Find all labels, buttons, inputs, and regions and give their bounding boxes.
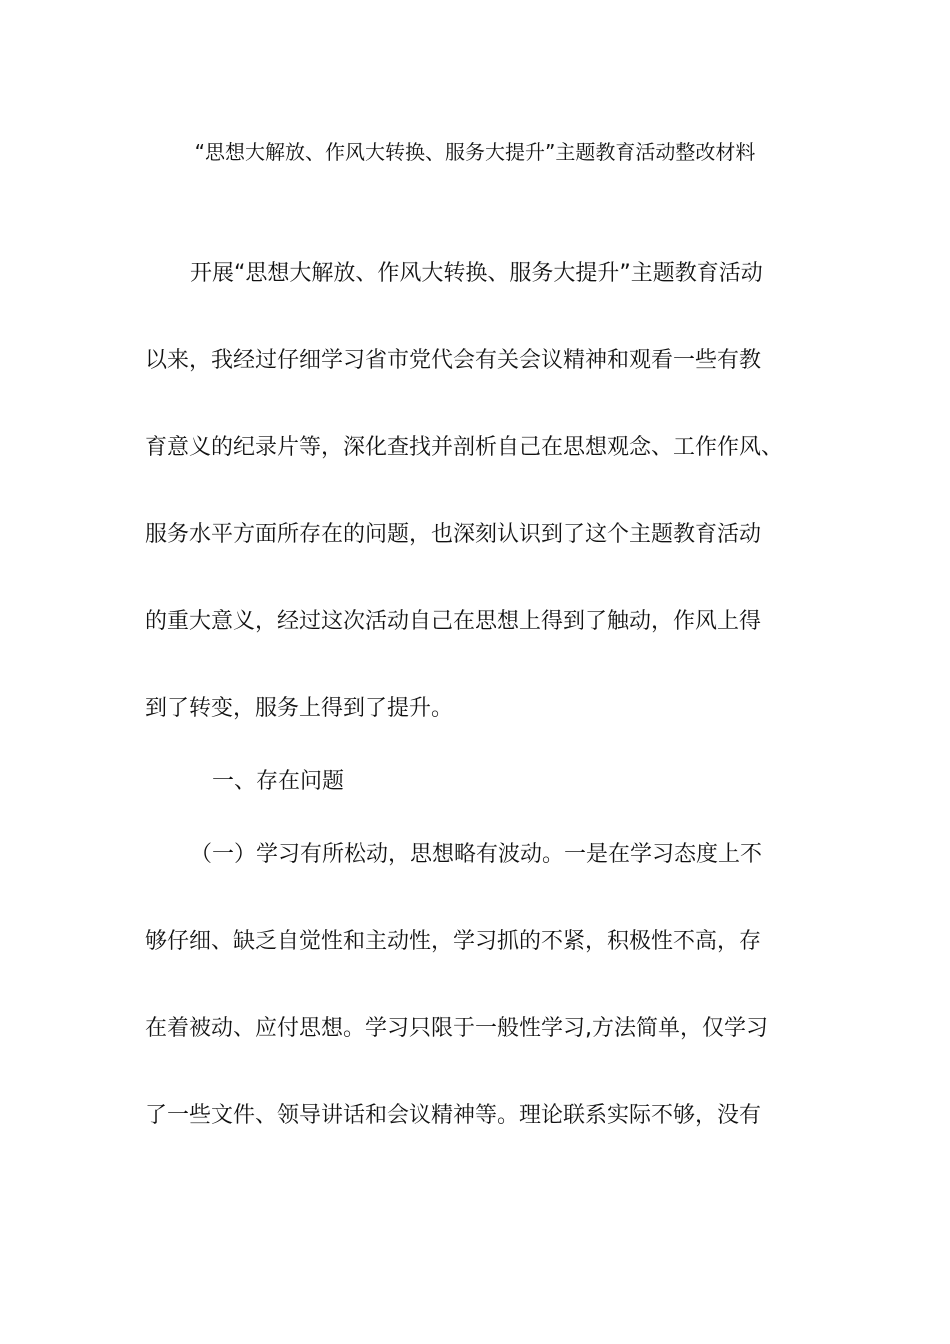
section-heading: 一、存在问题 [212,769,345,794]
paragraph-line: 了一些文件、领导讲话和会议精神等。理论联系实际不够，没有 [145,1103,762,1128]
paragraph-line: 服务水平方面所存在的问题，也深刻认识到了这个主题教育活动 [145,522,762,547]
paragraph-line: 的重大意义，经过这次活动自己在思想上得到了触动，作风上得 [145,609,762,634]
paragraph-line: 育意义的纪录片等，深化查找并剖析自己在思想观念、工作作风、 [145,435,784,460]
document-title: “思想大解放、作风大转换、服务大提升”主题教育活动整改材料 [194,140,756,164]
paragraph-line: （一）学习有所松动，思想略有波动。一是在学习态度上不 [190,842,763,867]
paragraph-line: 开展“思想大解放、作风大转换、服务大提升”主题教育活动 [190,261,763,286]
paragraph-line: 以来，我经过仔细学习省市党代会有关会议精神和观看一些有教 [145,348,762,373]
paragraph-line: 到了转变，服务上得到了提升。 [145,696,454,721]
paragraph-line: 够仔细、缺乏自觉性和主动性，学习抓的不紧，积极性不高，存 [145,929,762,954]
paragraph-line: 在着被动、应付思想。学习只限于一般性学习,方法简单，仅学习 [145,1016,768,1041]
